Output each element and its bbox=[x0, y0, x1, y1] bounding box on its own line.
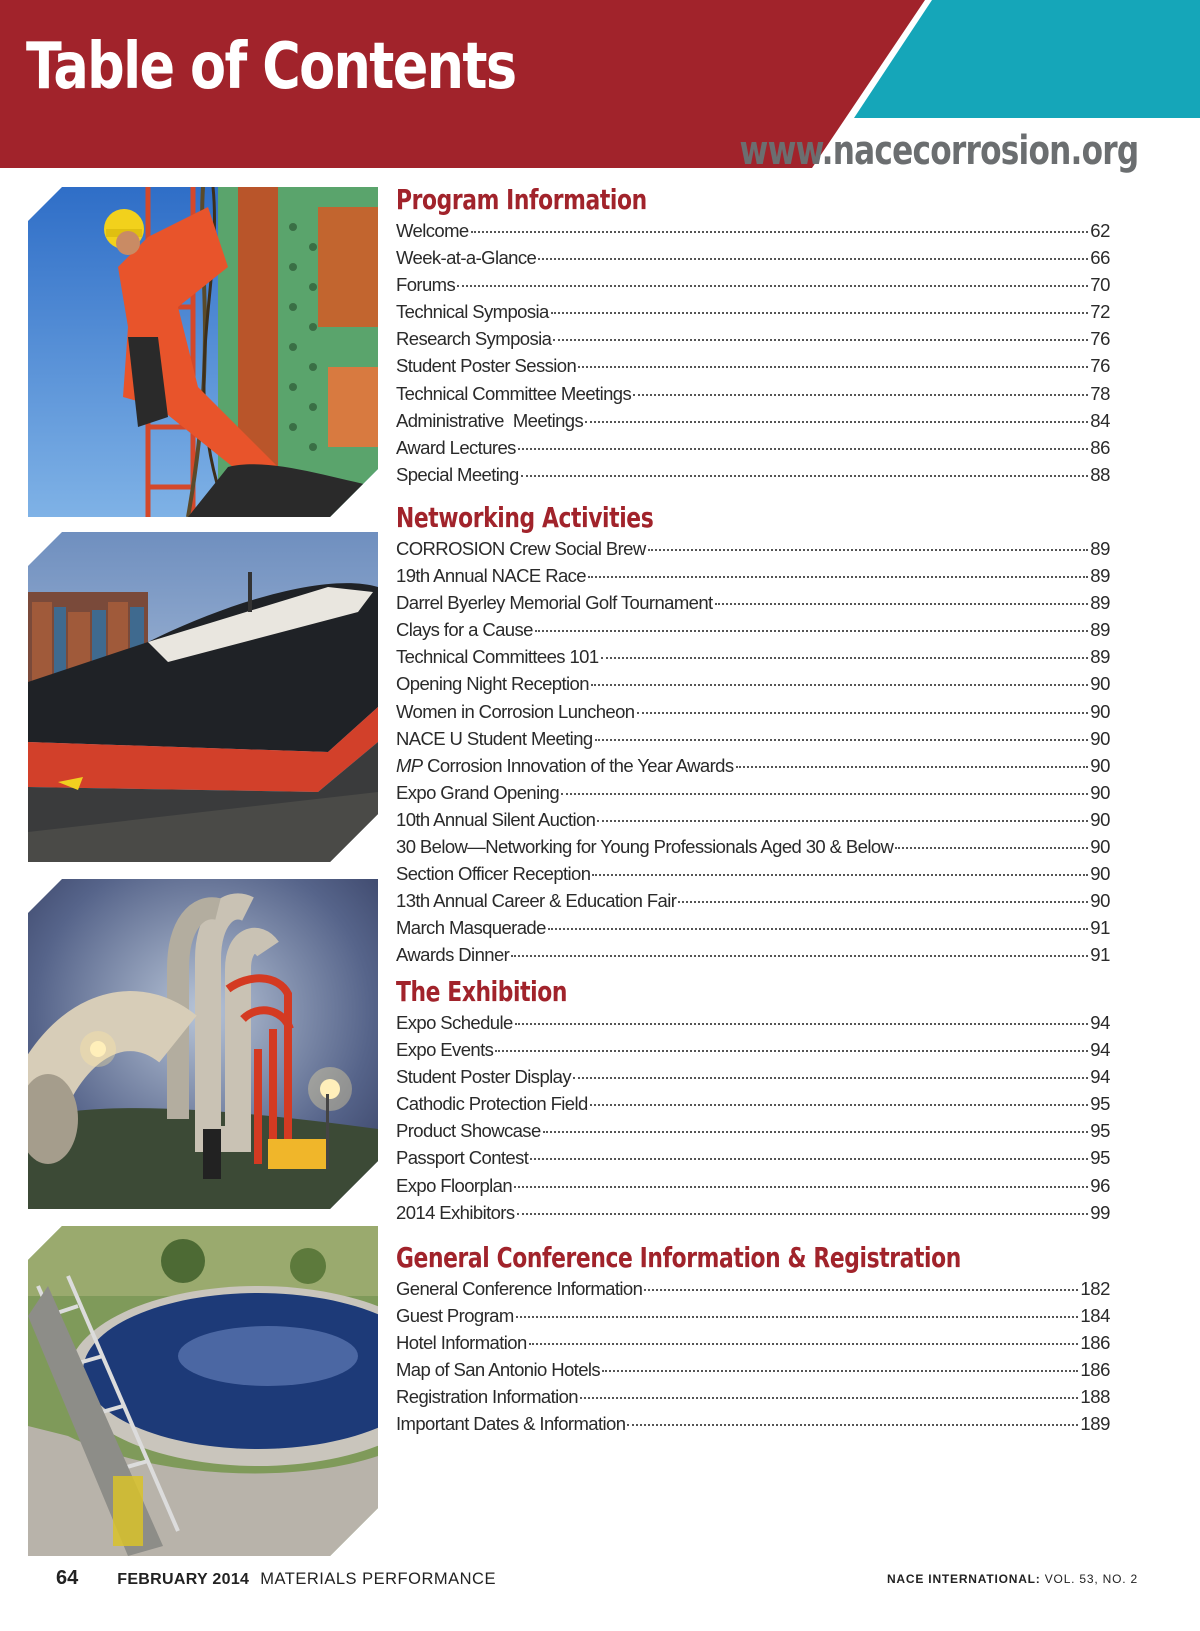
entry-title: NACE U Student Meeting bbox=[396, 727, 593, 749]
entry-title-italic: MP bbox=[396, 754, 423, 776]
dot-leader bbox=[601, 657, 1089, 659]
entry-page-number: 189 bbox=[1080, 1413, 1110, 1435]
dot-leader bbox=[495, 1050, 1088, 1052]
section-heading: Networking Activities bbox=[396, 501, 654, 534]
entry-page-number: 89 bbox=[1090, 592, 1110, 614]
entry-title: Week-at-a-Glance bbox=[396, 247, 537, 269]
toc-section bbox=[396, 974, 1110, 1229]
entry-title bbox=[396, 755, 734, 777]
dot-leader bbox=[551, 312, 1089, 314]
toc-entry[interactable] bbox=[396, 1359, 1110, 1386]
entry-title: Darrel Byerley Memorial Golf Tournament bbox=[396, 592, 713, 614]
entry-page-number: 72 bbox=[1090, 301, 1110, 323]
entry-page-number: 95 bbox=[1090, 1093, 1110, 1115]
entry-title: Administrative Meetings bbox=[396, 409, 584, 431]
footer-volume bbox=[887, 1572, 1138, 1586]
toc-entry[interactable] bbox=[396, 220, 1110, 247]
toc-entry[interactable] bbox=[396, 863, 1110, 890]
dot-leader bbox=[648, 549, 1089, 551]
entry-title: Map of San Antonio Hotels bbox=[396, 1359, 601, 1381]
toc-entry[interactable] bbox=[396, 1012, 1110, 1039]
entry-title: Important Dates & Information bbox=[396, 1413, 626, 1435]
dot-leader bbox=[736, 766, 1089, 768]
entry-title: Women in Corrosion Luncheon bbox=[396, 700, 635, 722]
toc-entry[interactable] bbox=[396, 619, 1110, 646]
toc-entry[interactable] bbox=[396, 701, 1110, 728]
entry-page-number: 90 bbox=[1090, 754, 1110, 776]
toc-entry[interactable] bbox=[396, 1202, 1110, 1229]
dot-leader bbox=[637, 712, 1089, 714]
toc-entry[interactable] bbox=[396, 1332, 1110, 1359]
entry-page-number: 90 bbox=[1090, 808, 1110, 830]
dot-leader bbox=[573, 1077, 1088, 1079]
entry-page-number: 78 bbox=[1090, 382, 1110, 404]
page-title: Table of Contents bbox=[26, 30, 516, 104]
dot-leader bbox=[597, 820, 1088, 822]
dot-leader bbox=[516, 1316, 1079, 1318]
entry-page-number: 90 bbox=[1090, 781, 1110, 803]
entry-title: Technical Committees 101 bbox=[396, 646, 599, 668]
entry-page-number: 94 bbox=[1090, 1039, 1110, 1061]
dot-leader bbox=[585, 421, 1088, 423]
entry-title: Award Lectures bbox=[396, 436, 516, 458]
dot-leader bbox=[521, 475, 1089, 477]
entry-title: 10th Annual Silent Auction bbox=[396, 808, 596, 830]
dot-leader bbox=[529, 1343, 1079, 1345]
toc-entry[interactable] bbox=[396, 538, 1110, 565]
water-treatment-clarifier-image bbox=[28, 1226, 378, 1556]
toc-entry[interactable] bbox=[396, 890, 1110, 917]
entry-title: Forums bbox=[396, 274, 456, 296]
entry-title: Research Symposia bbox=[396, 328, 552, 350]
dot-leader bbox=[561, 793, 1088, 795]
toc-entry[interactable] bbox=[396, 1066, 1110, 1093]
entry-page-number: 90 bbox=[1090, 890, 1110, 912]
entry-page-number: 76 bbox=[1090, 328, 1110, 350]
toc-entry[interactable] bbox=[396, 836, 1110, 863]
entry-page-number: 90 bbox=[1090, 836, 1110, 858]
toc-entry[interactable] bbox=[396, 1278, 1110, 1305]
entry-page-number: 90 bbox=[1090, 727, 1110, 749]
entry-page-number: 89 bbox=[1090, 646, 1110, 668]
dot-leader bbox=[578, 366, 1088, 368]
dot-leader bbox=[515, 1023, 1089, 1025]
entry-title: Technical Committee Meetings bbox=[396, 382, 632, 404]
entry-title: Registration Information bbox=[396, 1386, 579, 1408]
entry-page-number: 90 bbox=[1090, 863, 1110, 885]
toc-entry[interactable] bbox=[396, 592, 1110, 619]
organization-name: NACE INTERNATIONAL: bbox=[886, 1572, 1041, 1586]
toc-entry[interactable] bbox=[396, 274, 1110, 301]
toc-entry[interactable] bbox=[396, 464, 1110, 491]
dot-leader bbox=[895, 847, 1088, 849]
entry-title: 19th Annual NACE Race bbox=[396, 565, 586, 587]
section-heading: Program Information bbox=[396, 183, 647, 216]
dot-leader bbox=[715, 603, 1089, 605]
entry-page-number: 188 bbox=[1080, 1386, 1110, 1408]
entry-page-number: 94 bbox=[1090, 1066, 1110, 1088]
toc-entry[interactable] bbox=[396, 1120, 1110, 1147]
dot-leader bbox=[471, 231, 1089, 233]
entry-title: General Conference Information bbox=[396, 1278, 643, 1299]
dot-leader bbox=[591, 684, 1088, 686]
entry-title: Student Poster Display bbox=[396, 1066, 571, 1088]
pipeline-at-dusk-image bbox=[28, 879, 378, 1209]
toc-entry[interactable] bbox=[396, 410, 1110, 437]
toc-entry[interactable] bbox=[396, 755, 1110, 782]
entry-page-number: 70 bbox=[1090, 274, 1110, 296]
toc-entry[interactable] bbox=[396, 565, 1110, 592]
toc-section bbox=[396, 500, 1110, 972]
entry-title: 13th Annual Career & Education Fair bbox=[396, 890, 677, 912]
entry-title: Technical Symposia bbox=[396, 301, 549, 323]
toc-entry[interactable] bbox=[396, 1039, 1110, 1066]
dot-leader bbox=[580, 1397, 1078, 1399]
toc-entry[interactable] bbox=[396, 782, 1110, 809]
toc-entry[interactable] bbox=[396, 944, 1110, 971]
section-heading: General Conference Information & Registration bbox=[396, 1241, 961, 1274]
entry-title: Welcome bbox=[396, 220, 469, 241]
dot-leader bbox=[517, 1213, 1089, 1215]
entry-page-number: 89 bbox=[1090, 538, 1110, 559]
entry-page-number: 76 bbox=[1090, 355, 1110, 377]
issue-date: FEBRUARY 2014 bbox=[117, 1571, 250, 1588]
entry-page-number: 86 bbox=[1090, 436, 1110, 458]
toc-section bbox=[396, 182, 1110, 491]
toc-section bbox=[396, 1240, 1110, 1441]
entry-page-number: 94 bbox=[1090, 1012, 1110, 1033]
toc-entry[interactable] bbox=[396, 728, 1110, 755]
dot-leader bbox=[518, 448, 1088, 450]
dot-leader bbox=[590, 1104, 1089, 1106]
dot-leader bbox=[592, 874, 1088, 876]
entry-title: Product Showcase bbox=[396, 1120, 541, 1142]
entry-page-number: 96 bbox=[1090, 1174, 1110, 1196]
dot-leader bbox=[548, 928, 1088, 930]
entry-title: March Masquerade bbox=[396, 917, 546, 939]
dot-leader bbox=[678, 901, 1088, 903]
entry-title: Section Officer Reception bbox=[396, 863, 591, 885]
toc-entry[interactable] bbox=[396, 355, 1110, 382]
toc-entry[interactable] bbox=[396, 1093, 1110, 1120]
website-url[interactable]: www.nacecorrosion.org bbox=[739, 128, 1138, 174]
entry-page-number: 99 bbox=[1090, 1201, 1110, 1223]
dot-leader bbox=[511, 955, 1088, 957]
entry-title: 2014 Exhibitors bbox=[396, 1201, 515, 1223]
dot-leader bbox=[543, 1131, 1089, 1133]
magazine-name: MATERIALS PERFORMANCE bbox=[260, 1570, 496, 1588]
toc-entry[interactable] bbox=[396, 1386, 1110, 1413]
dot-leader bbox=[633, 394, 1088, 396]
entry-page-number: 66 bbox=[1090, 247, 1110, 269]
toc-entry[interactable] bbox=[396, 247, 1110, 274]
toc-entry[interactable] bbox=[396, 1175, 1110, 1202]
dot-leader bbox=[530, 1158, 1088, 1160]
toc-entry[interactable] bbox=[396, 1147, 1110, 1174]
entry-page-number: 182 bbox=[1080, 1278, 1110, 1299]
entry-page-number: 90 bbox=[1090, 700, 1110, 722]
toc-entry[interactable] bbox=[396, 1413, 1110, 1440]
section-heading: The Exhibition bbox=[396, 975, 568, 1008]
entry-page-number: 91 bbox=[1090, 917, 1110, 939]
entry-page-number: 186 bbox=[1080, 1332, 1110, 1354]
container-ship-image bbox=[28, 532, 378, 862]
entry-title: Guest Program bbox=[396, 1305, 514, 1327]
entry-title: Awards Dinner bbox=[396, 944, 510, 966]
entry-page-number: 95 bbox=[1090, 1120, 1110, 1142]
entry-title: Expo Floorplan bbox=[396, 1174, 513, 1196]
entry-title: Hotel Information bbox=[396, 1332, 527, 1354]
header-banner bbox=[0, 0, 1200, 200]
dot-leader bbox=[535, 630, 1088, 632]
dot-leader bbox=[457, 285, 1088, 287]
entry-page-number: 91 bbox=[1090, 944, 1110, 966]
entry-page-number: 88 bbox=[1090, 463, 1110, 485]
entry-page-number: 84 bbox=[1090, 409, 1110, 431]
entry-title-rest: Corrosion Innovation of the Year Awards bbox=[422, 754, 734, 776]
entry-page-number: 89 bbox=[1090, 619, 1110, 641]
toc-entry[interactable] bbox=[396, 917, 1110, 944]
entry-title: Expo Grand Opening bbox=[396, 781, 560, 803]
page-number: 64 bbox=[56, 1567, 79, 1589]
toc-entry[interactable] bbox=[396, 673, 1110, 700]
entry-title: Special Meeting bbox=[396, 463, 519, 485]
entry-title: Student Poster Session bbox=[396, 355, 577, 377]
entry-title: Expo Events bbox=[396, 1039, 494, 1061]
rope-access-worker-image bbox=[28, 187, 378, 517]
entry-page-number: 95 bbox=[1090, 1147, 1110, 1169]
entry-title: Passport Contest bbox=[396, 1147, 529, 1169]
dot-leader bbox=[644, 1289, 1078, 1291]
toc-entry[interactable] bbox=[396, 301, 1110, 328]
toc-entry[interactable] bbox=[396, 809, 1110, 836]
toc-entry[interactable] bbox=[396, 437, 1110, 464]
dot-leader bbox=[588, 576, 1088, 578]
entry-page-number: 62 bbox=[1090, 220, 1110, 241]
entry-title: Opening Night Reception bbox=[396, 673, 589, 695]
entry-title: 30 Below—Networking for Young Professionals Aged 30 & Below bbox=[396, 836, 894, 858]
entry-page-number: 89 bbox=[1090, 565, 1110, 587]
entry-title: Cathodic Protection Field bbox=[396, 1093, 588, 1115]
entry-page-number: 184 bbox=[1080, 1305, 1110, 1327]
dot-leader bbox=[514, 1186, 1088, 1188]
dot-leader bbox=[595, 739, 1089, 741]
entry-title: Clays for a Cause bbox=[396, 619, 533, 641]
toc-entry[interactable] bbox=[396, 328, 1110, 355]
volume-issue: VOL. 53, NO. 2 bbox=[1044, 1572, 1138, 1586]
dot-leader bbox=[538, 258, 1088, 260]
dot-leader bbox=[627, 1424, 1078, 1426]
toc-entry[interactable] bbox=[396, 383, 1110, 410]
entry-title: Expo Schedule bbox=[396, 1012, 513, 1033]
footer-publication bbox=[56, 1567, 496, 1590]
dot-leader bbox=[553, 339, 1088, 341]
toc-entry[interactable] bbox=[396, 1305, 1110, 1332]
toc-entry[interactable] bbox=[396, 646, 1110, 673]
dot-leader bbox=[602, 1370, 1078, 1372]
entry-page-number: 186 bbox=[1080, 1359, 1110, 1381]
entry-page-number: 90 bbox=[1090, 673, 1110, 695]
entry-title: CORROSION Crew Social Brew bbox=[396, 538, 646, 559]
